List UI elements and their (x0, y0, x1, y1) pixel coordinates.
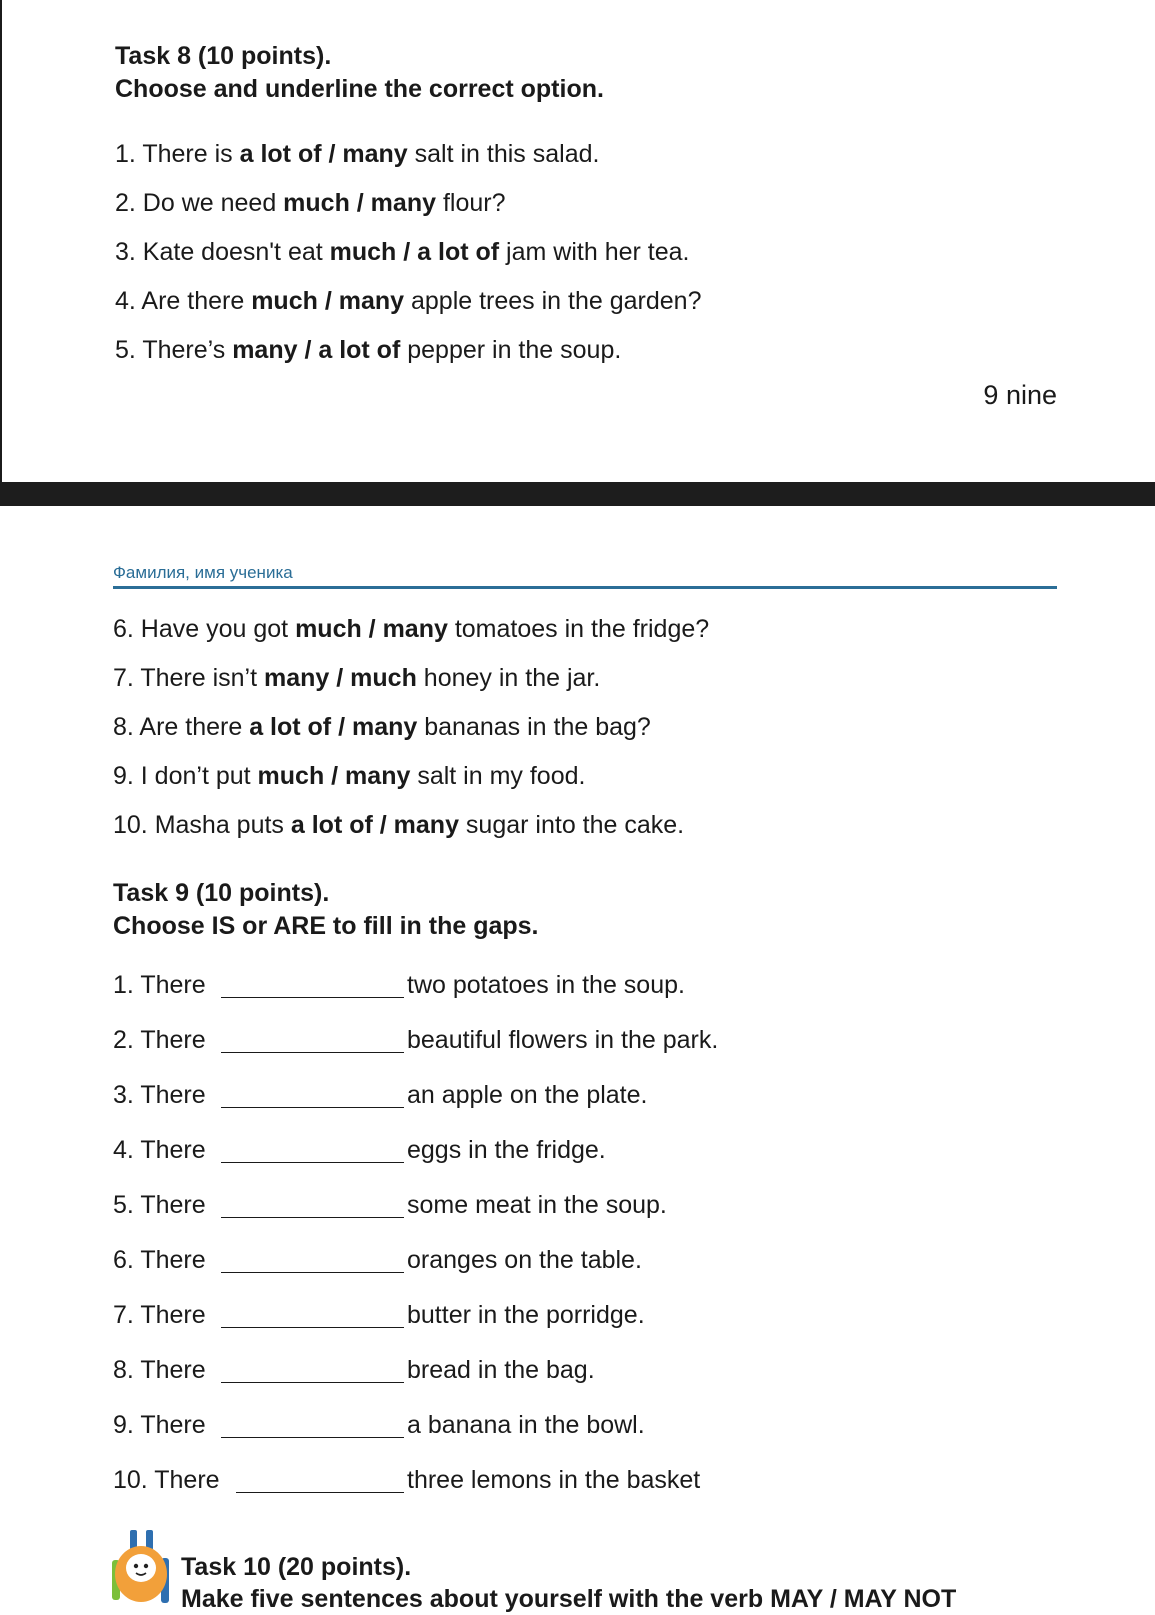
answer-blank[interactable] (221, 1217, 404, 1218)
task8-instruction: Choose and underline the correct option. (115, 75, 604, 103)
task8-item-7-options[interactable]: many / much (264, 664, 417, 692)
page-number: 9 nine (983, 380, 1057, 410)
task8-item-7: 7. There isn’t many / much honey in the jar. (113, 664, 601, 692)
answer-blank[interactable] (221, 1162, 404, 1163)
task8-item-3-options[interactable]: much / a lot of (329, 238, 500, 266)
answer-blank[interactable] (236, 1492, 404, 1493)
task10-instruction: Make five sentences about yourself with the verb MAY / MAY NOT (181, 1585, 957, 1613)
task8-item-4-options[interactable]: much / many (251, 287, 405, 315)
answer-blank[interactable] (221, 1272, 404, 1273)
task8-item-1-options[interactable]: a lot of / many (239, 140, 408, 168)
task8-item-6: 6. Have you got much / many tomatoes in the fridge? (113, 615, 710, 643)
task8-item-1: 1. There is a lot of / many salt in this salad. (115, 140, 600, 168)
page-divider-band (0, 482, 1155, 506)
task8-item-2: 2. Do we need much / many flour? (115, 189, 506, 217)
task8-item-10: 10. Masha puts a lot of / many sugar into the cake. (113, 811, 685, 839)
task8-title: Task 8 (10 points). (115, 42, 332, 70)
task8-item-10-options[interactable]: a lot of / many (290, 811, 459, 839)
task10-title: Task 10 (20 points). (181, 1553, 412, 1581)
answer-blank[interactable] (221, 1437, 404, 1438)
task8-item-2-options[interactable]: much / many (283, 189, 436, 217)
task9-instruction: Choose IS or ARE to fill in the gaps. (113, 912, 539, 940)
task8-item-9-options[interactable]: much / many (257, 762, 411, 790)
answer-blank[interactable] (221, 1107, 404, 1108)
task8-item-9: 9. I don’t put much / many salt in my food. (113, 762, 586, 790)
task8-item-5-options[interactable]: many / a lot of (232, 336, 401, 364)
task8-item-3: 3. Kate doesn't eat much / a lot of jam with her tea. (115, 238, 690, 266)
answer-blank[interactable] (221, 997, 404, 998)
student-name-line (113, 586, 1057, 589)
upper-page (0, 0, 1155, 482)
task8-item-4: 4. Are there much / many apple trees in the garden? (115, 287, 702, 315)
task8-item-6-options[interactable]: much / many (295, 615, 448, 643)
answer-blank[interactable] (221, 1327, 404, 1328)
task8-item-8-options[interactable]: a lot of / many (249, 713, 418, 741)
student-name-label: Фамилия, имя ученика (113, 563, 293, 582)
task8-item-5: 5. There’s many / a lot of pepper in the soup. (115, 336, 622, 364)
answer-blank[interactable] (221, 1382, 404, 1383)
task9-title: Task 9 (10 points). (113, 879, 330, 907)
task8-item-8: 8. Are there a lot of / many bananas in the bag? (113, 713, 651, 741)
answer-blank[interactable] (221, 1052, 404, 1053)
mascot-icon (112, 1530, 170, 1603)
